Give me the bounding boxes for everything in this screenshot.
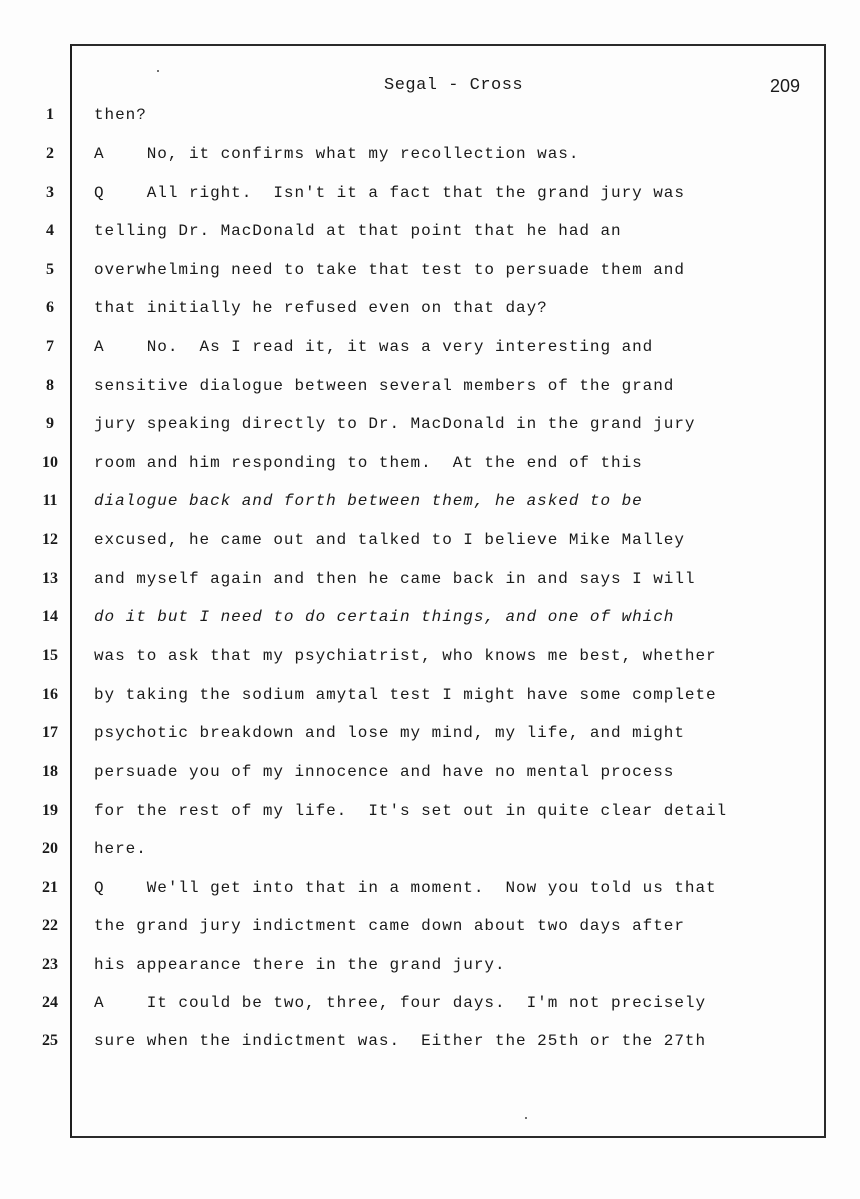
- line-number: 20: [42, 840, 58, 857]
- scan-speck: [525, 1117, 527, 1119]
- line-number: 8: [46, 377, 54, 394]
- line-number: 3: [46, 184, 54, 201]
- transcript-line: [0, 454, 860, 484]
- line-number: 6: [46, 299, 54, 316]
- transcript-line: [0, 724, 860, 754]
- line-text: was to ask that my psychiatrist, who knows me best, whether: [94, 647, 717, 665]
- line-number: 12: [42, 531, 58, 548]
- transcript-line: [0, 570, 860, 600]
- line-number: 1: [46, 106, 54, 123]
- line-text: psychotic breakdown and lose my mind, my life, and might: [94, 724, 685, 742]
- transcript-line: [0, 647, 860, 677]
- transcript-line: [0, 994, 860, 1024]
- line-number: 22: [42, 917, 58, 934]
- line-text: A No. As I read it, it was a very interesting and: [94, 338, 654, 356]
- transcript-line: [0, 338, 860, 368]
- line-text: his appearance there in the grand jury.: [94, 956, 506, 974]
- line-number: 24: [42, 994, 58, 1011]
- line-text: excused, he came out and talked to I believe Mike Malley: [94, 531, 685, 549]
- line-number: 2: [46, 145, 54, 162]
- line-number: 17: [42, 724, 58, 741]
- line-text: persuade you of my innocence and have no mental process: [94, 763, 675, 781]
- transcript-line: [0, 261, 860, 291]
- line-number: 21: [42, 879, 58, 896]
- transcript-line: [0, 184, 860, 214]
- line-number: 13: [42, 570, 58, 587]
- line-text: by taking the sodium amytal test I might have some complete: [94, 686, 717, 704]
- line-text: then?: [94, 106, 147, 124]
- transcript-line: [0, 531, 860, 561]
- transcript-line: [0, 106, 860, 136]
- transcript-line: [0, 145, 860, 175]
- line-number: 19: [42, 802, 58, 819]
- line-text: A It could be two, three, four days. I'm not precisely: [94, 994, 706, 1012]
- line-text: jury speaking directly to Dr. MacDonald in the grand jury: [94, 415, 696, 433]
- line-text: telling Dr. MacDonald at that point that he had an: [94, 222, 622, 240]
- line-number: 11: [42, 492, 58, 509]
- line-number: 15: [42, 647, 58, 664]
- transcript-line: [0, 608, 860, 638]
- transcript-line: [0, 879, 860, 909]
- transcript-line: [0, 1032, 860, 1062]
- line-number: 4: [46, 222, 54, 239]
- line-text: overwhelming need to take that test to persuade them and: [94, 261, 685, 279]
- line-text: that initially he refused even on that day?: [94, 299, 548, 317]
- line-number: 25: [42, 1032, 58, 1049]
- line-number: 5: [46, 261, 54, 278]
- line-text: the grand jury indictment came down about two days after: [94, 917, 685, 935]
- transcript-line: [0, 299, 860, 329]
- transcript-line: [0, 840, 860, 870]
- page-header-title: Segal - Cross: [384, 76, 524, 95]
- line-number: 14: [42, 608, 58, 625]
- transcript-line: [0, 763, 860, 793]
- line-number: 23: [42, 956, 58, 973]
- transcript-line: [0, 802, 860, 832]
- transcript-line: [0, 956, 860, 986]
- line-text: here.: [94, 840, 147, 858]
- line-number: 18: [42, 763, 58, 780]
- line-number: 9: [46, 415, 54, 432]
- transcript-line: [0, 492, 860, 522]
- transcript-line: [0, 377, 860, 407]
- line-text: A No, it confirms what my recollection was.: [94, 145, 580, 163]
- transcript-line: [0, 686, 860, 716]
- line-text: room and him responding to them. At the end of this: [94, 454, 643, 472]
- line-text: Q We'll get into that in a moment. Now you told us that: [94, 879, 717, 897]
- line-text: Q All right. Isn't it a fact that the grand jury was: [94, 184, 685, 202]
- line-text: do it but I need to do certain things, and one of which: [94, 608, 675, 626]
- transcript-line: [0, 222, 860, 252]
- line-text: and myself again and then he came back in and says I will: [94, 570, 696, 588]
- line-number: 16: [42, 686, 58, 703]
- transcript-line: [0, 917, 860, 947]
- scan-speck: [157, 70, 159, 72]
- line-text: sure when the indictment was. Either the 25th or the 27th: [94, 1032, 706, 1050]
- line-number: 10: [42, 454, 58, 471]
- line-number: 7: [46, 338, 54, 355]
- line-text: sensitive dialogue between several members of the grand: [94, 377, 675, 395]
- line-text: for the rest of my life. It's set out in quite clear detail: [94, 802, 728, 820]
- transcript-line: [0, 415, 860, 445]
- page-number: 209: [770, 76, 801, 96]
- line-text: dialogue back and forth between them, he asked to be: [94, 492, 643, 510]
